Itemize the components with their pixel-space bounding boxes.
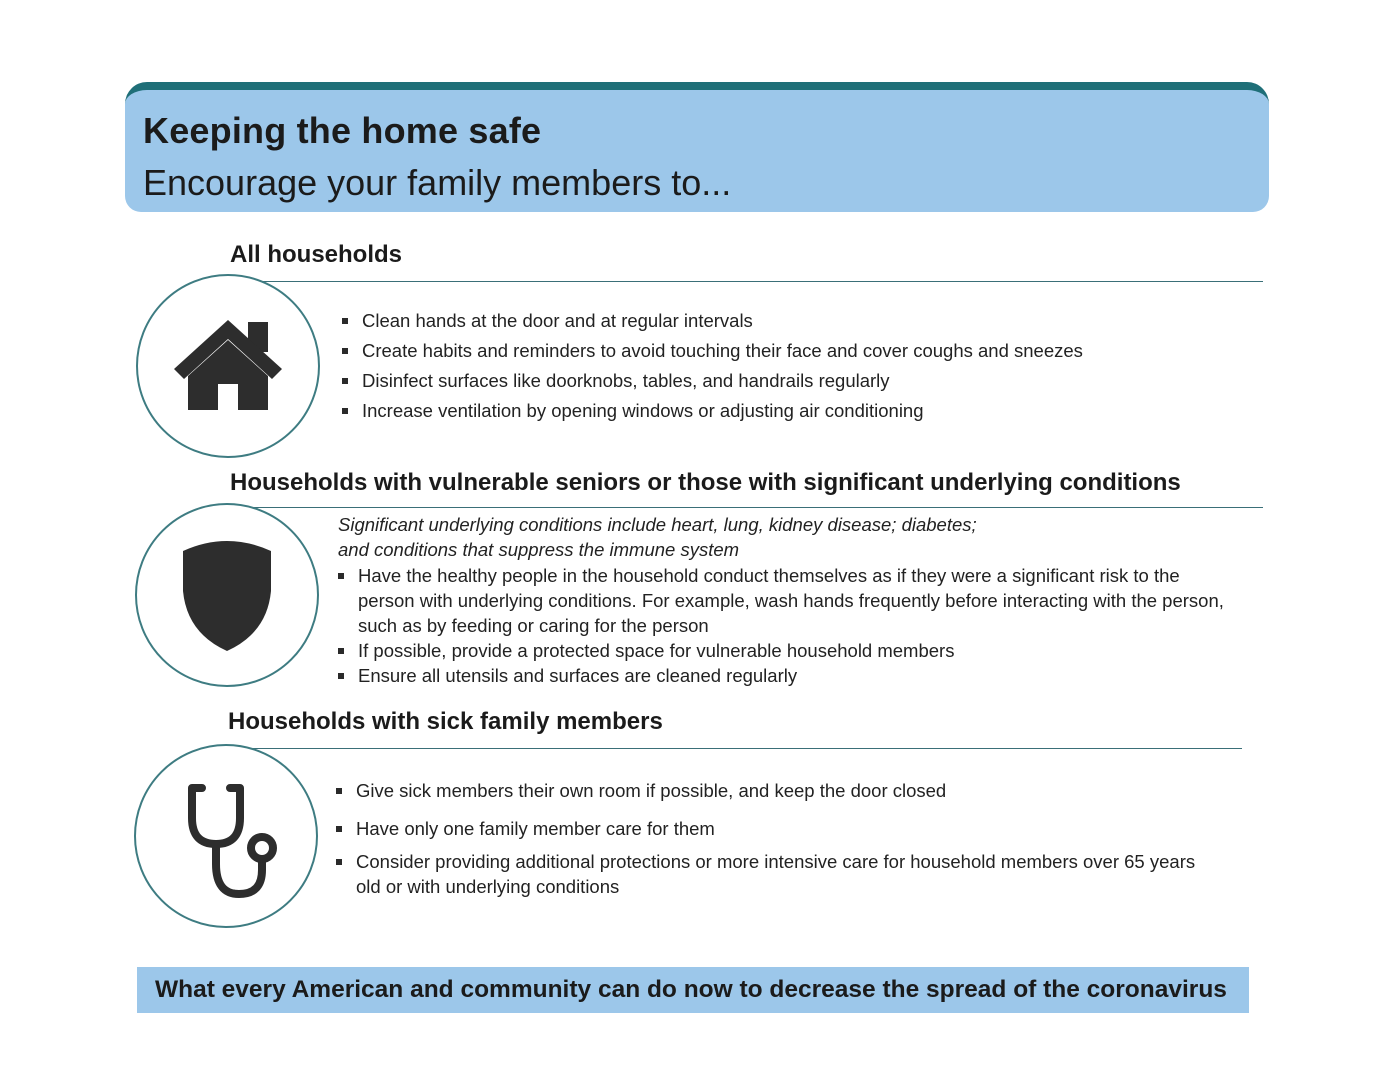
section-divider [230,507,1263,508]
list-item: Increase ventilation by opening windows or adjusting air conditioning [338,398,1238,423]
house-icon [138,276,318,456]
bullet-list-vulnerable [334,563,1234,688]
list-item: Give sick members their own room if possible, and keep the door closed [332,778,1232,803]
footer-banner [137,967,1249,1013]
shield-icon [137,505,317,685]
footer-text: What every American and community can do now to decrease the spread of the coronavirus [155,976,1227,1003]
list-item: Create habits and reminders to avoid touching their face and cover coughs and sneezes [338,338,1238,363]
conditions-note-line-2: and conditions that suppress the immune system [338,539,740,560]
list-item: Have the healthy people in the household conduct themselves as if they were a significant risk to the person with underlying conditions. For example, wash hands frequently before interacting with the person, such as by feeding or caring for the person [334,563,1234,638]
bullet-list-sick-members [332,778,1232,899]
conditions-note-line-1: Significant underlying conditions include heart, lung, kidney disease; diabetes; [338,514,977,535]
section-heading-vulnerable: Households with vulnerable seniors or those with significant underlying conditions [230,469,1181,496]
stethoscope-icon [136,746,316,926]
list-item: Consider providing additional protections or more intensive care for household members over 65 years old or with underlying conditions [332,849,1196,899]
section-heading-all-households: All households [230,241,403,268]
list-item: Have only one family member care for them [332,816,1232,841]
page-title: Keeping the home safe [143,110,542,151]
page-subtitle: Encourage your family members to... [143,162,732,203]
section-divider [228,748,1242,749]
list-item: Disinfect surfaces like doorknobs, tables, and handrails regularly [338,368,1238,393]
section-icon-circle [136,274,320,458]
list-item: If possible, provide a protected space for vulnerable household members [334,638,1234,663]
bullet-list-all-households [338,308,1238,423]
list-item: Clean hands at the door and at regular intervals [338,308,1238,333]
section-icon-circle [135,503,319,687]
section-divider [230,281,1263,282]
header-banner [125,82,1269,212]
section-icon-circle [134,744,318,928]
section-heading-sick-members: Households with sick family members [228,708,663,735]
list-item: Ensure all utensils and surfaces are cleaned regularly [334,663,1234,688]
